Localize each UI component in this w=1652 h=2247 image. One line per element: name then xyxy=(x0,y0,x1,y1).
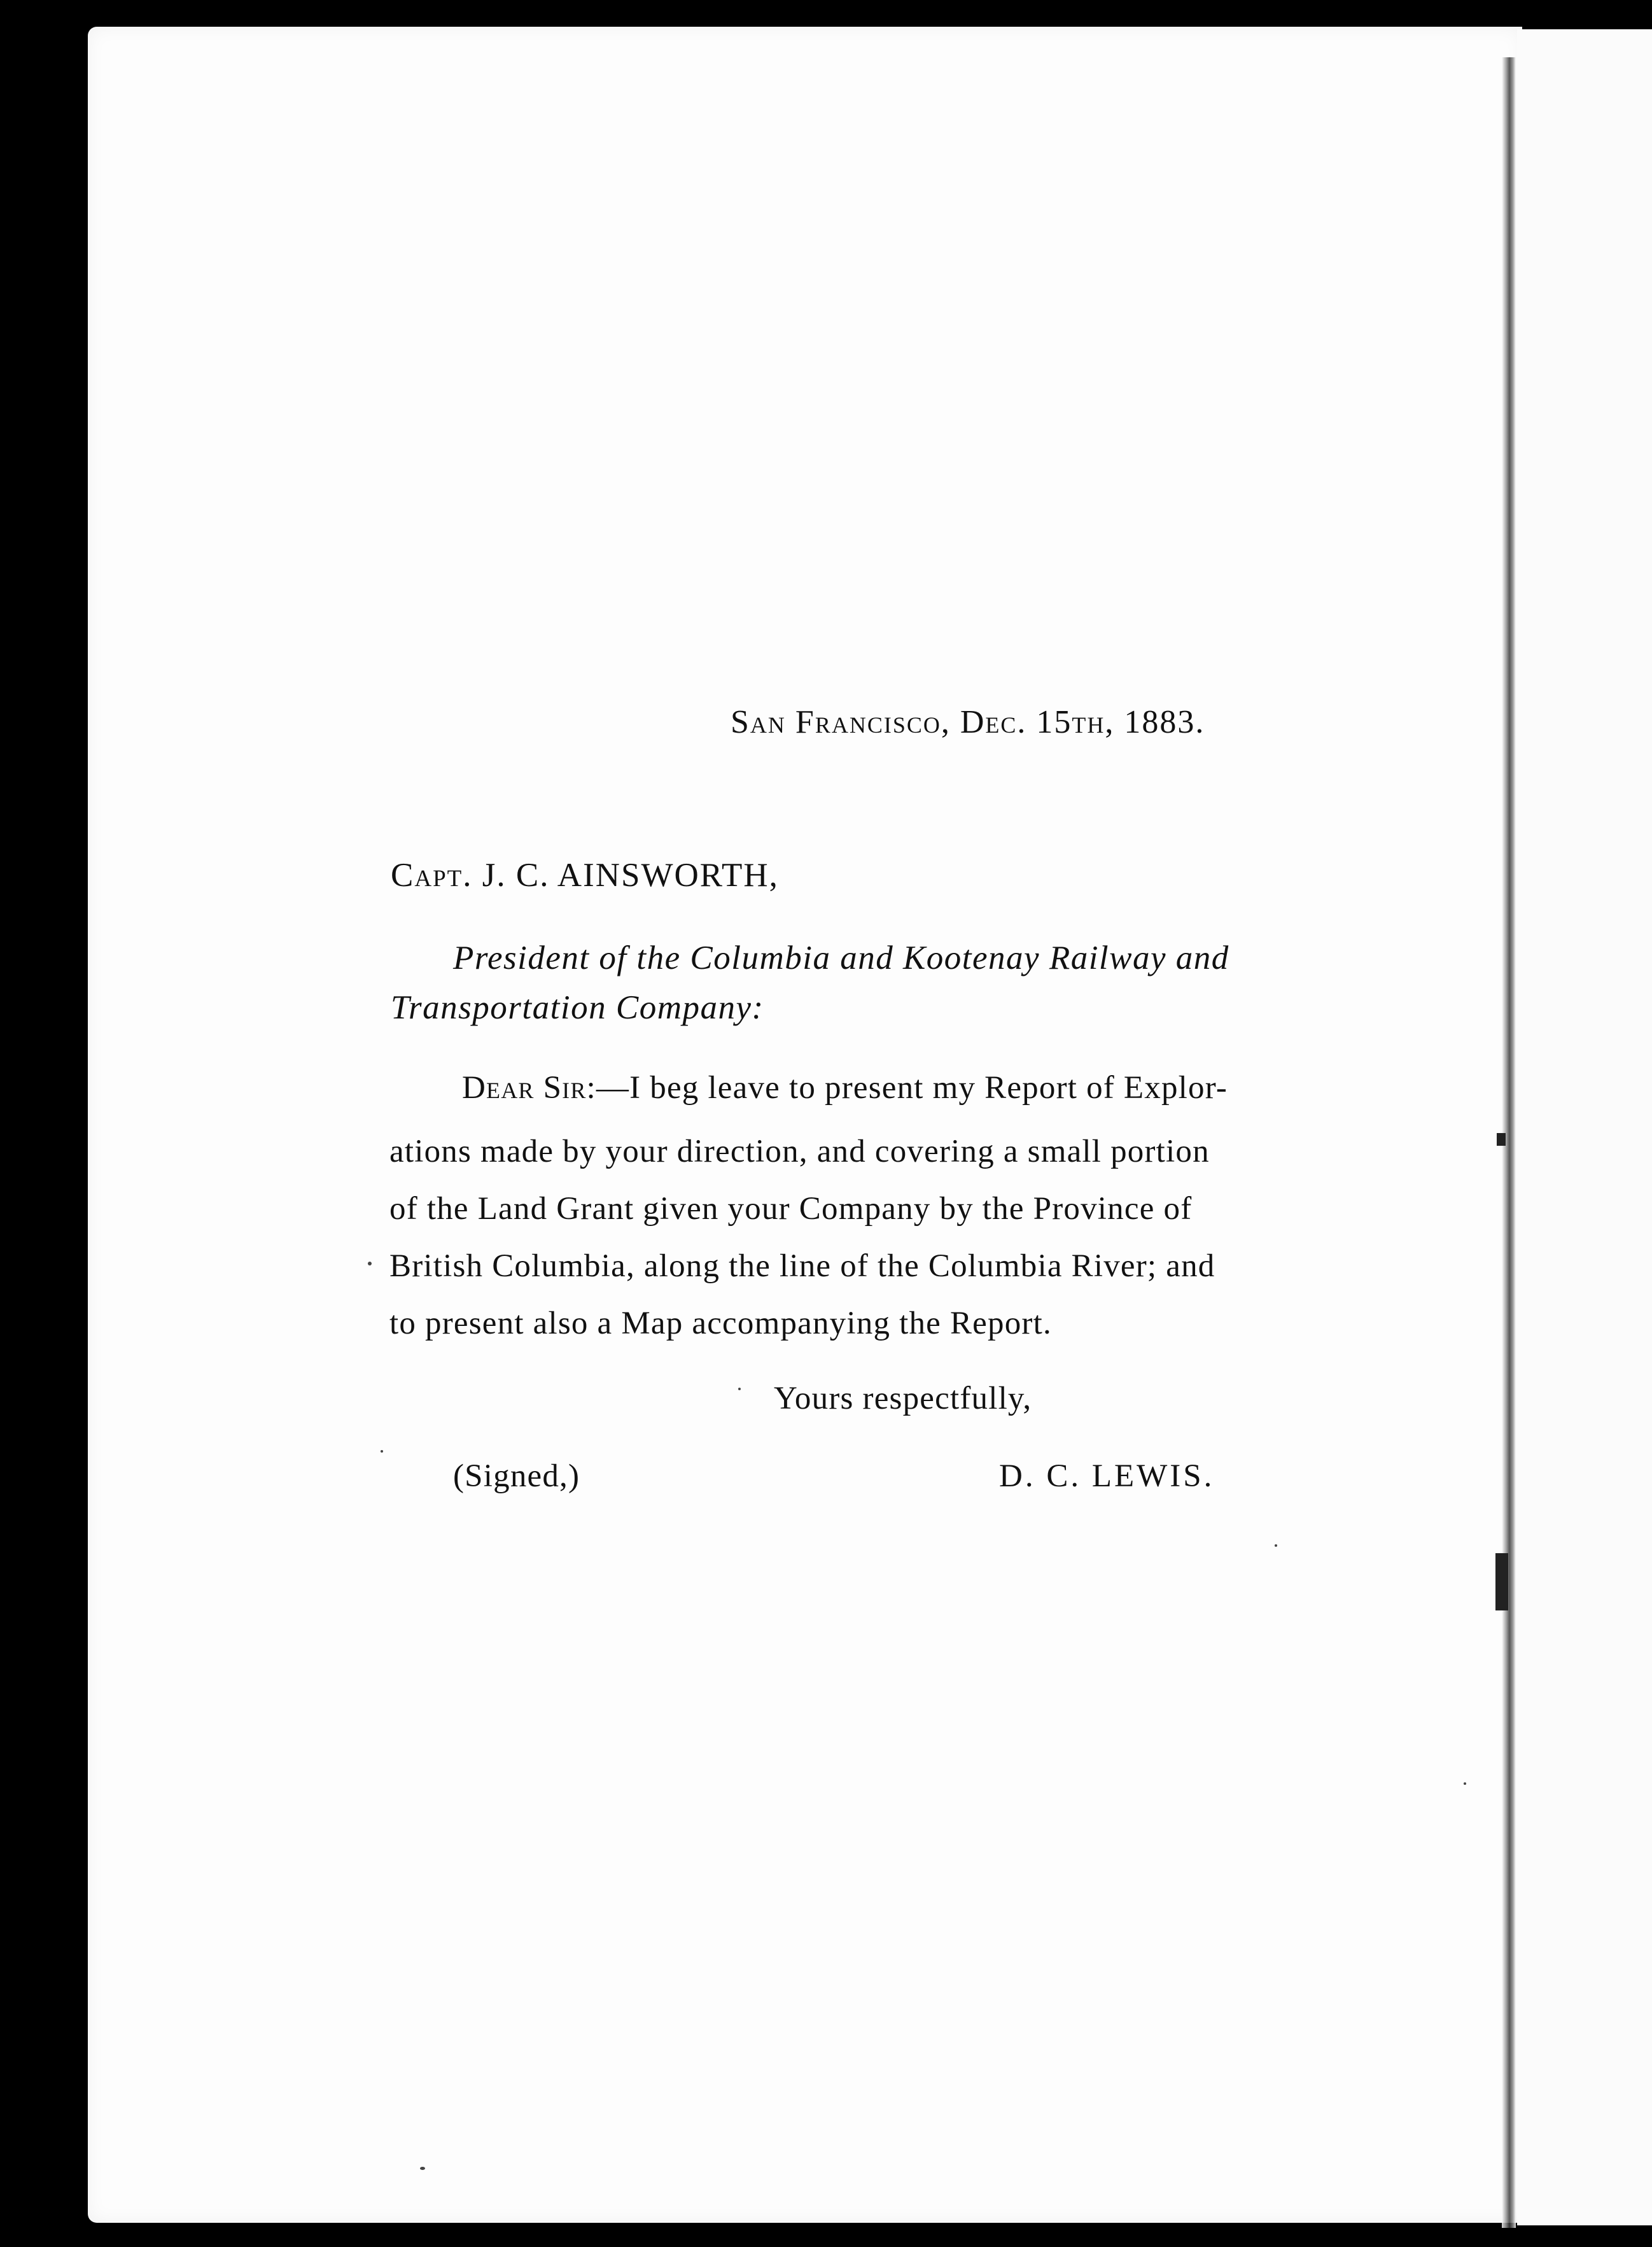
signature: D. C. LEWIS. xyxy=(999,1458,1215,1494)
body-line: British Columbia, along the line of the Columbia River; and xyxy=(389,1248,1215,1284)
body-line: to present also a Map accompanying the Report. xyxy=(389,1306,1052,1341)
dateline: San Francisco, Dec. 15th, 1883. xyxy=(731,704,1205,740)
addressee: Capt. J. C. AINSWORTH, xyxy=(391,857,779,894)
addressee-title-line-2: Transportation Company: xyxy=(391,989,764,1026)
body-line: —I beg leave to present my Report of Explor- xyxy=(596,1070,1228,1106)
salutation: Dear Sir: xyxy=(462,1070,596,1106)
addressee-title-line-1: President of the Columbia and Kootenay Railway and xyxy=(453,940,1229,976)
signed-note: (Signed,) xyxy=(453,1458,580,1494)
closing: Yours respectfully, xyxy=(774,1381,1032,1416)
letter-page xyxy=(88,27,1522,2223)
letter-opening-line xyxy=(462,1069,1228,1106)
facing-page-edge xyxy=(1517,29,1652,2225)
body-line: ations made by your direction, and covering a small portion xyxy=(389,1134,1210,1169)
page-edge-mark xyxy=(1495,1553,1508,1610)
page-edge-mark xyxy=(1497,1133,1506,1146)
body-line: of the Land Grant given your Company by the Province of xyxy=(389,1191,1193,1227)
